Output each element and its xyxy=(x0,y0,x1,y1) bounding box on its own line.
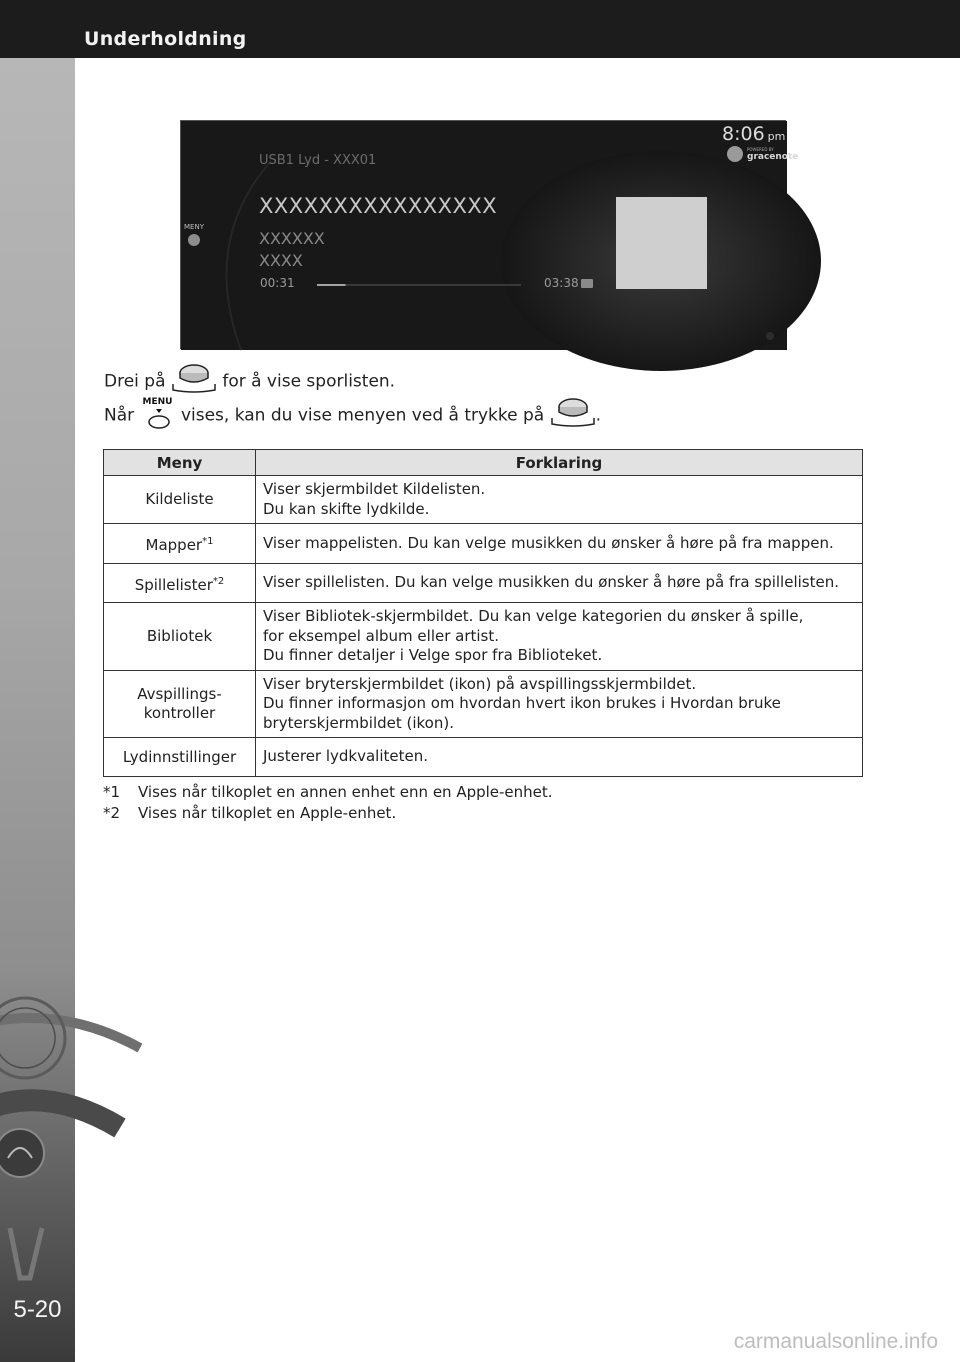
steering-wheel-icon xyxy=(0,928,75,1358)
watermark: carmanualsonline.info xyxy=(733,1330,938,1353)
explanation-cell: Viser skjermbildet Kildelisten. Du kan skifte lydkilde. xyxy=(256,476,863,524)
footnotes xyxy=(103,782,553,824)
footnote-1: *1 Vises når tilkoplet en annen enhet enn en Apple-enhet. xyxy=(103,783,553,801)
total-time: 03:38 xyxy=(544,276,579,290)
table-header-row xyxy=(104,450,863,476)
menu-down-icon: MENU xyxy=(140,399,176,433)
table-row xyxy=(104,603,863,671)
table-row xyxy=(104,564,863,603)
instruction-line-1: Drei på for å vise sporlisten. xyxy=(104,364,395,399)
table-row xyxy=(104,476,863,524)
section-title: Underholdning xyxy=(84,28,247,50)
table-row xyxy=(104,670,863,738)
table-row xyxy=(104,738,863,777)
explanation-cell: Viser bryterskjermbildet (ikon) på avspillingsskjermbildet. Du finner informasjon om hvordan hvert ikon brukes i Hvordan bruke bryterskjermbildet (ikon). xyxy=(256,670,863,738)
clock: 8:06 pm xyxy=(722,123,786,145)
menu-cell: Lydinnstillinger xyxy=(104,738,256,777)
menu-cell: Spillelister$^{*2}$ xyxy=(104,564,256,603)
menu-hint-label: MENY xyxy=(184,223,204,231)
elapsed-time: 00:31 xyxy=(260,276,295,290)
explanation-cell: Justerer lydkvaliteten. xyxy=(256,738,863,777)
explanation-cell: Viser Bibliotek-skjermbildet. Du kan velge kategorien du ønsker å spille, for eksempel album eller artist. Du finner detaljer i Velge spor fra Biblioteket. xyxy=(256,603,863,671)
explanation-cell: Viser mappelisten. Du kan velge musikken du ønsker å høre på fra mappen. xyxy=(256,524,863,564)
page-number: 5-20 xyxy=(13,1296,62,1323)
column-header-explanation: Forklaring xyxy=(256,450,863,476)
artist-name: XXXXXX xyxy=(259,229,325,248)
page-header xyxy=(0,0,960,58)
menu-cell: Kildeliste xyxy=(104,476,256,524)
menu-cell: Mapper$^{*1}$ xyxy=(104,524,256,564)
album-name: XXXX xyxy=(259,251,303,270)
explanation-cell: Viser spillelisten. Du kan velge musikken du ønsker å høre på fra spillelisten. xyxy=(256,564,863,603)
gracenote-logo: gracenote xyxy=(747,152,799,162)
column-header-menu: Meny xyxy=(104,450,256,476)
commander-knob-icon-2 xyxy=(550,398,596,433)
menu-cell: Bibliotek xyxy=(104,603,256,671)
instruction-line-2: Når MENU vises, kan du vise menyen ved å trykke på . xyxy=(104,398,601,433)
footnote-2: *2 Vises når tilkoplet en Apple-enhet. xyxy=(103,804,397,822)
powered-by-label: POWERED BY xyxy=(747,147,774,152)
table-row xyxy=(104,524,863,564)
sidebar-strip xyxy=(0,58,75,1362)
source-label: USB1 Lyd - XXX01 xyxy=(259,153,377,168)
track-title: XXXXXXXXXXXXXXXX xyxy=(259,194,498,218)
album-art xyxy=(616,197,707,289)
audio-screen-illustration xyxy=(180,120,799,349)
menu-table xyxy=(103,449,863,777)
menu-cell: Avspillings- kontroller xyxy=(104,670,256,738)
commander-knob-icon xyxy=(171,364,217,399)
